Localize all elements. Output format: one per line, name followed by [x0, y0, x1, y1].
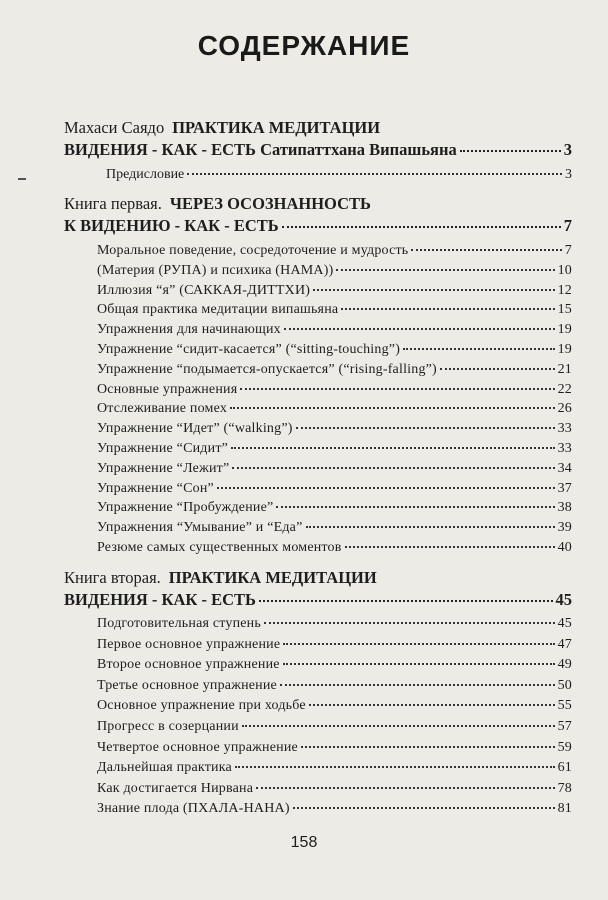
entry-text: Знание плода (ПХАЛА-НАНА): [97, 801, 290, 817]
dot-leader: [336, 268, 554, 271]
entry-text: Четвертое основное упражнение: [97, 739, 298, 755]
dot-leader: [280, 683, 555, 686]
dot-leader: [217, 486, 555, 489]
toc-entry[interactable]: [97, 302, 572, 318]
dot-leader: [231, 446, 555, 449]
page-number: 49: [557, 657, 572, 673]
heading-title: ПРАКТИКА МЕДИТАЦИИ: [168, 568, 377, 587]
page-number: 33: [557, 441, 572, 456]
dot-leader: [440, 367, 555, 370]
page-number: 3: [565, 167, 572, 182]
page-number: 61: [557, 760, 572, 776]
toc-heading-entry[interactable]: [64, 590, 572, 610]
toc-heading-book2-line: [64, 568, 377, 588]
dot-leader: [235, 765, 555, 768]
page-number: 21: [557, 361, 572, 377]
page-number-footer: 158: [290, 834, 318, 851]
dot-leader: [230, 406, 555, 409]
toc-entry[interactable]: [97, 540, 572, 556]
page-number: 55: [557, 698, 572, 714]
toc-entry-preface[interactable]: [106, 167, 572, 183]
heading-text: К ВИДЕНИЮ - КАК - ЕСТЬ: [64, 216, 279, 235]
entry-text: Дальнейшая практика: [97, 760, 232, 776]
toc-entry[interactable]: [97, 520, 572, 536]
toc-entry[interactable]: [97, 740, 572, 756]
page-number: 78: [557, 780, 572, 796]
dot-leader: [283, 662, 555, 665]
entry-text: Иллюзия “я” (САККАЯ-ДИТТХИ): [97, 282, 311, 298]
entry-text: Как достигается Нирвана: [97, 780, 254, 796]
toc-entry[interactable]: [97, 362, 572, 378]
toc-entry[interactable]: [97, 401, 572, 417]
page-number: 81: [557, 801, 572, 817]
entry-text: Общая практика медитации випашьяна: [97, 302, 339, 318]
heading-title: ЧЕРЕЗ ОСОЗНАННОСТЬ: [169, 194, 371, 213]
dot-leader: [341, 307, 554, 310]
toc-entry[interactable]: [97, 657, 572, 673]
entry-text: Второе основное упражнение: [97, 657, 280, 673]
page-number: 37: [557, 480, 572, 496]
page-title: СОДЕРЖАНИЕ: [197, 30, 411, 61]
toc-entry[interactable]: [97, 283, 572, 299]
page-number: 26: [557, 401, 572, 417]
toc-heading-entry[interactable]: [64, 216, 572, 236]
dot-leader: [259, 599, 553, 602]
dot-leader: [187, 172, 562, 175]
dot-leader: [403, 347, 555, 350]
dot-leader: [242, 724, 555, 727]
heading-author: Махаси Саядо: [64, 118, 165, 137]
entry-text: Резюме самых существенных моментов: [97, 540, 342, 555]
toc-entry[interactable]: [97, 801, 572, 817]
page-number: 15: [557, 302, 572, 318]
toc-entry[interactable]: [97, 698, 572, 714]
page-number: 45: [555, 590, 572, 609]
entry-text: Упражнение “Идет” (“walking”): [97, 421, 293, 437]
dot-leader: [460, 149, 561, 152]
heading-text: ВИДЕНИЯ - КАК - ЕСТЬ Сатипаттхана Випашьяна: [64, 140, 457, 159]
entry-text: Отслеживание помех: [97, 401, 228, 417]
page-number: 3: [563, 140, 572, 159]
page-number: 47: [557, 636, 572, 652]
entry-text: Предисловие: [106, 167, 185, 182]
toc-heading-entry[interactable]: [64, 140, 572, 160]
page-number: 57: [557, 719, 572, 734]
toc-entry[interactable]: [97, 719, 572, 735]
toc-entry[interactable]: [97, 760, 572, 776]
toc-entry[interactable]: [97, 441, 572, 457]
dot-leader: [411, 248, 561, 251]
entry-text: (Материя (РУПА) и психика (НАМА)): [97, 262, 334, 278]
page-number: 7: [564, 243, 572, 258]
toc-entry[interactable]: [97, 616, 572, 632]
entry-text: Упражнение “подымается-опускается” (“rising-falling”): [97, 361, 437, 377]
toc-entry[interactable]: [97, 322, 572, 338]
heading-prefix: Книга первая.: [64, 194, 162, 213]
entry-text: Третье основное упражнение: [97, 677, 277, 693]
dot-leader: [276, 505, 554, 508]
page-number: 22: [557, 381, 572, 397]
entry-text: Основное упражнение при ходьбе: [97, 698, 306, 714]
dot-leader: [240, 387, 554, 390]
entry-text: Первое основное упражнение: [97, 636, 281, 652]
page-number: 40: [557, 540, 572, 555]
dot-leader: [296, 426, 555, 429]
dot-leader: [293, 806, 555, 809]
page-number: 7: [563, 216, 572, 235]
toc-entry[interactable]: [97, 481, 572, 497]
page-number: 12: [557, 282, 572, 298]
entry-text: Упражнение “Сон”: [97, 480, 214, 496]
page-number: 59: [557, 739, 572, 755]
dot-leader: [301, 745, 555, 748]
dot-leader: [313, 288, 554, 291]
dot-leader: [306, 525, 555, 528]
page-number: 10: [557, 262, 572, 278]
dot-leader: [264, 621, 555, 624]
toc-entry[interactable]: [97, 421, 572, 437]
dot-leader: [309, 703, 555, 706]
toc-entry[interactable]: [97, 342, 572, 358]
dot-leader: [345, 545, 555, 548]
page-number: 19: [557, 342, 572, 357]
entry-text: Упражнения “Умывание” и “Еда”: [97, 520, 303, 536]
page-number: 38: [557, 500, 572, 516]
dot-leader: [284, 327, 555, 330]
toc-entry[interactable]: [97, 461, 572, 477]
page-number: 33: [557, 421, 572, 437]
entry-text: Основные упражнения: [97, 381, 238, 397]
toc-entry[interactable]: [97, 637, 572, 653]
page-number: 39: [557, 520, 572, 536]
entry-text: Упражнения для начинающих: [97, 322, 281, 338]
page-number: 19: [557, 322, 572, 338]
dot-leader: [283, 642, 554, 645]
dot-leader: [232, 466, 554, 469]
entry-text: Упражнение “сидит-касается” (“sitting-touching”): [97, 342, 401, 357]
toc-heading-book1-line: [64, 194, 371, 214]
toc-entry[interactable]: [97, 263, 572, 279]
page-number: 34: [557, 460, 572, 476]
toc-entry[interactable]: [97, 678, 572, 694]
toc-heading-author-line: [64, 118, 380, 138]
entry-text: Упражнение “Сидит”: [97, 441, 229, 456]
toc-entry[interactable]: [97, 781, 572, 797]
toc-entry[interactable]: [97, 243, 572, 259]
page-number: 50: [557, 677, 572, 693]
entry-text: Подготовительная ступень: [97, 616, 261, 631]
dot-leader: [256, 786, 554, 789]
entry-text: Упражнение “Пробуждение”: [97, 500, 274, 516]
toc-entry[interactable]: [97, 382, 572, 398]
heading-text: ВИДЕНИЯ - КАК - ЕСТЬ: [64, 590, 256, 609]
entry-text: Прогресс в созерцании: [97, 719, 239, 734]
dot-leader: [282, 225, 561, 228]
entry-text: Упражнение “Лежит”: [97, 460, 230, 476]
page-number: 45: [557, 616, 572, 631]
entry-text: Моральное поведение, сосредоточение и мудрость: [97, 243, 409, 258]
heading-prefix: Книга вторая.: [64, 568, 161, 587]
heading-title: ПРАКТИКА МЕДИТАЦИИ: [172, 118, 381, 137]
toc-entry[interactable]: [97, 500, 572, 516]
